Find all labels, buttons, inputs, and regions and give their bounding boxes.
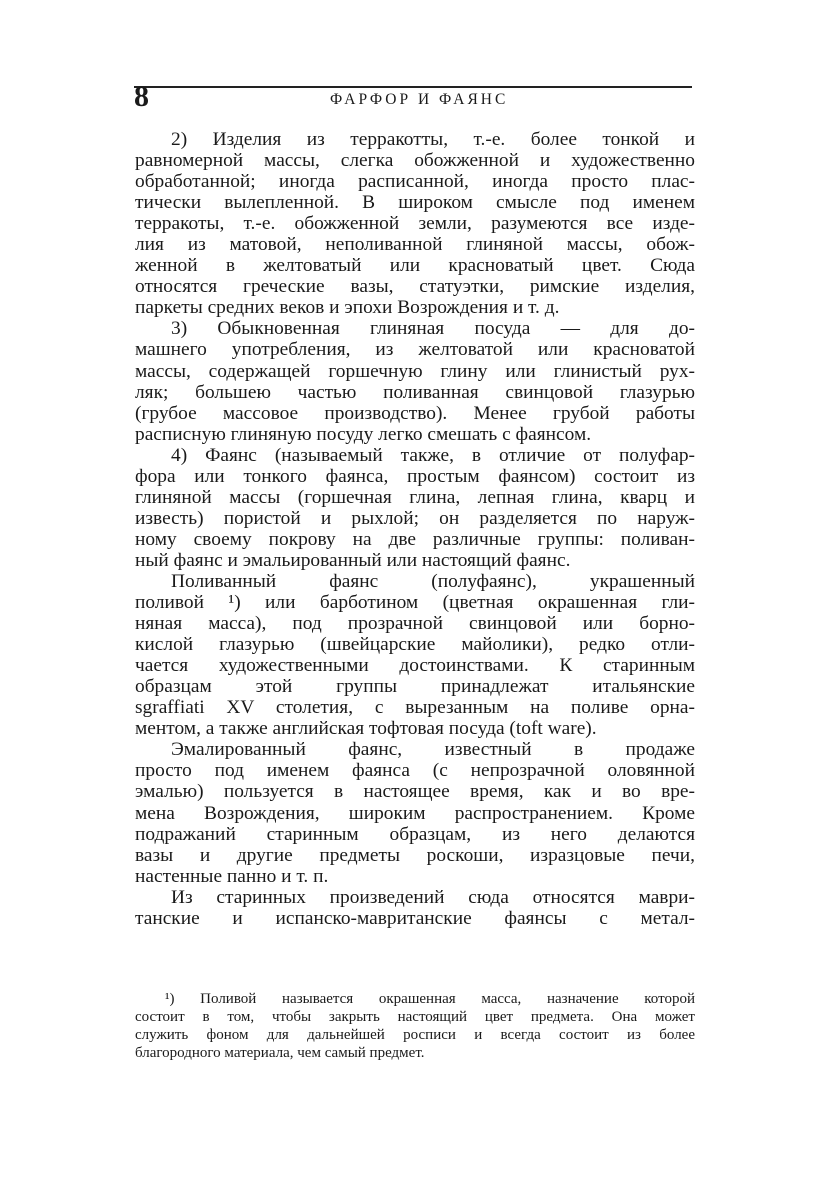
text-line: ному своему покрову на две различные группы: поливан- (135, 528, 695, 550)
text-line: (грубое массовое производство). Менее грубой работы (135, 402, 695, 424)
text-line: фора или тонкого фаянса, простым фаянсом) состоит из (135, 465, 695, 487)
header-rule (134, 86, 692, 88)
text-line: эмалью) пользуется в настоящее время, как и во вре- (135, 781, 695, 803)
text-line: поливой ¹) или барботином (цветная окрашенная гли- (135, 592, 695, 614)
text-line: танские и испанско-мавританские фаянсы с метал- (135, 907, 695, 929)
main-text (135, 129, 695, 929)
text-line: относятся греческие вазы, статуэтки, римские изделия, (135, 276, 695, 298)
footnote-line: служить фоном для дальнейшей росписи и всегда состоит из более (135, 1027, 695, 1044)
text-line: Поливанный фаянс (полуфаянс), украшенный (171, 570, 695, 592)
text-line: sgraffiati XV столетия, с вырезанным на поливе орна- (135, 697, 695, 719)
text-line: терракоты, т.-е. обожженной земли, разумеются все изде- (135, 213, 695, 235)
text-line: известь) пористой и рыхлой; он разделяется по наруж- (135, 507, 695, 529)
text-line: Из старинных произведений сюда относятся маври- (171, 886, 695, 908)
text-line: равномерной массы, слегка обожженной и художественно (135, 150, 695, 172)
running-title: ФАРФОР И ФАЯНС (330, 91, 509, 108)
text-line: чается художественными достоинствами. К старинным (135, 655, 695, 677)
text-line: массы, содержащей горшечную глину или глинистый рух- (135, 360, 695, 382)
text-line: няная масса), под прозрачной свинцовой или борно- (135, 613, 695, 635)
text-line: женной в желтоватый или красноватый цвет. Сюда (135, 255, 695, 277)
page-number: 8 (134, 80, 149, 113)
text-line: образцам этой группы принадлежат итальянские (135, 676, 695, 698)
text-line: тически вылепленной. В широком смысле под именем (135, 192, 695, 214)
text-line: машнего употребления, из желтоватой или красноватой (135, 339, 695, 361)
text-line: просто под именем фаянса (с непрозрачной оловянной (135, 760, 695, 782)
text-line: 3) Обыкновенная глиняная посуда — для до- (171, 318, 695, 340)
footnote-line: состоит в том, чтобы закрыть настоящий цвет предмета. Она может (135, 1009, 695, 1026)
text-line: ментом, а также английская тофтовая посуда (toft ware). (135, 718, 597, 740)
footnote-line: благородного материала, чем самый предмет. (135, 1045, 425, 1062)
text-line: ный фаянс и эмальированный или настоящий фаянс. (135, 549, 571, 571)
text-line: паркеты средних веков и эпохи Возрождения и т. д. (135, 297, 560, 319)
text-line: 4) Фаянс (называемый также, в отличие от полуфар- (171, 444, 695, 466)
text-line: вазы и другие предметы роскоши, изразцовые печи, (135, 844, 695, 866)
text-line: глиняной массы (горшечная глина, лепная глина, кварц и (135, 486, 695, 508)
text-line: Эмалированный фаянс, известный в продаже (171, 739, 695, 761)
footnote-line: ¹) Поливой называется окрашенная масса, назначение которой (165, 991, 695, 1007)
text-line: настенные панно и т. п. (135, 865, 329, 887)
text-line: 2) Изделия из терракотты, т.-е. более тонкой и (171, 129, 695, 150)
text-line: кислой глазурью (швейцарские майолики), редко отли- (135, 634, 695, 656)
text-line: подражаний старинным образцам, из него делаются (135, 823, 695, 845)
text-line: обработанной; иногда расписанной, иногда просто плас- (135, 171, 695, 193)
text-line: расписную глиняную посуду легко смешать с фаянсом. (135, 423, 592, 445)
text-line: лия из матовой, неполиванной глиняной массы, обож- (135, 234, 695, 256)
footnote-block (135, 990, 695, 1062)
text-line: ляк; большею частью поливанная свинцовой глазурью (135, 381, 695, 403)
text-line: мена Возрождения, широким распространением. Кроме (135, 802, 695, 824)
